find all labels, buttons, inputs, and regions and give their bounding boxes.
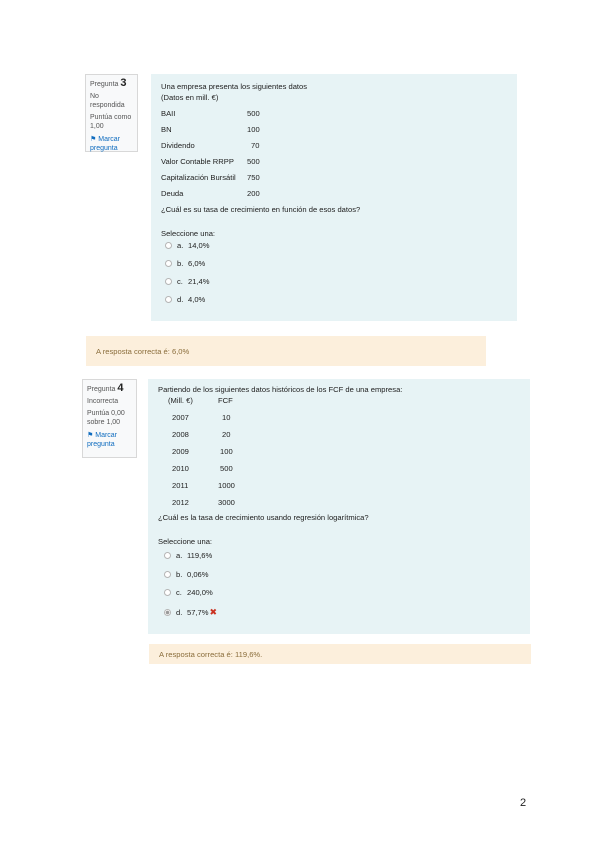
radio-button[interactable] (165, 260, 172, 267)
data-row-value: 100 (247, 125, 260, 134)
answer-option-d[interactable] (164, 607, 217, 618)
option-letter: d. (176, 608, 183, 617)
option-text: 4,0% (188, 295, 206, 304)
answer-option-b[interactable] (165, 259, 205, 268)
question-score: Puntúa 0,00 sobre 1,00 (87, 410, 125, 426)
table-year: 2010 (172, 464, 189, 473)
data-row-value: 200 (247, 189, 260, 198)
flag-question-link[interactable] (87, 431, 132, 449)
radio-button[interactable] (165, 242, 172, 249)
flag-question-link[interactable] (90, 135, 133, 153)
radio-button[interactable] (164, 589, 171, 596)
table-year: 2009 (172, 447, 189, 456)
flag-icon: ⚑ (90, 136, 97, 143)
table-year: 2012 (172, 498, 189, 507)
correct-answer-feedback (86, 336, 486, 366)
select-prompt: Seleccione una: (158, 537, 213, 546)
question-intro: (Datos en mill. €) (161, 93, 219, 102)
incorrect-x-icon: ✖ (209, 607, 218, 617)
option-text: 6,0% (188, 259, 206, 268)
option-letter: c. (177, 277, 183, 286)
option-text: 14,0% (188, 241, 210, 250)
data-row-label: Deuda (161, 189, 184, 198)
question-intro: Partiendo de los siguientes datos históricos de los FCF de una empresa: (158, 385, 403, 394)
question-score: Puntúa como 1,00 (90, 114, 132, 130)
table-value: 20 (222, 430, 231, 439)
flag-question-label: Marcar pregunta (87, 432, 118, 448)
radio-button[interactable] (164, 552, 171, 559)
feedback-text: A resposta correcta é: 6,0% (96, 346, 190, 356)
answer-option-c[interactable] (164, 588, 213, 597)
answer-option-a[interactable] (164, 551, 212, 560)
question-content-3 (151, 74, 517, 321)
page-number: 2 (520, 797, 527, 809)
feedback-text: A resposta correcta é: 119,6%. (159, 649, 263, 659)
table-year: 2011 (172, 481, 189, 490)
table-header-period: (Mill. €) (168, 396, 193, 405)
table-year: 2007 (172, 413, 189, 422)
data-row-value: 750 (247, 173, 260, 182)
table-value: 500 (220, 464, 233, 473)
table-value: 100 (220, 447, 233, 456)
question-word: Pregunta (90, 81, 119, 88)
option-text: 0,06% (187, 570, 209, 579)
option-letter: b. (177, 259, 184, 268)
answer-option-a[interactable] (165, 241, 210, 250)
data-row-label: Valor Contable RRPP (161, 157, 234, 166)
question-intro: Una empresa presenta los siguientes datos (161, 82, 308, 91)
option-letter: a. (177, 241, 184, 250)
question-text: ¿Cuál es su tasa de crecimiento en función de esos datos? (161, 205, 361, 214)
table-header-fcf: FCF (218, 396, 233, 405)
option-text: 57,7% (187, 608, 209, 617)
option-text: 240,0% (187, 588, 213, 597)
flag-icon: ⚑ (87, 432, 94, 439)
option-text: 21,4% (188, 277, 210, 286)
data-row-value: 70 (251, 141, 260, 150)
table-value: 1000 (218, 481, 235, 490)
data-row-label: Capitalización Bursátil (161, 173, 236, 182)
data-row-label: BN (161, 125, 172, 134)
question-label (90, 79, 133, 89)
table-value: 10 (222, 413, 231, 422)
table-year: 2008 (172, 430, 189, 439)
question-info-4 (82, 379, 137, 458)
data-row-label: Dividendo (161, 141, 195, 150)
question-status: Incorrecta (87, 398, 119, 405)
question-label (87, 384, 132, 394)
table-value: 3000 (218, 498, 235, 507)
question-number: 3 (120, 77, 127, 89)
answer-option-d[interactable] (165, 295, 205, 304)
question-text: ¿Cuál es la tasa de crecimiento usando regresión logarítmica? (158, 513, 369, 522)
select-prompt: Seleccione una: (161, 229, 216, 238)
question-status: No respondida (90, 93, 125, 109)
flag-question-label: Marcar pregunta (90, 136, 121, 152)
question-word: Pregunta (87, 386, 116, 393)
radio-button[interactable] (165, 296, 172, 303)
question-content-4 (148, 379, 530, 634)
option-letter: b. (176, 570, 183, 579)
option-letter: d. (177, 295, 184, 304)
data-row-value: 500 (247, 157, 260, 166)
answer-option-c[interactable] (165, 277, 210, 286)
question-info-3 (85, 74, 138, 152)
option-letter: a. (176, 551, 183, 560)
option-letter: c. (176, 588, 182, 597)
option-text: 119,6% (187, 551, 213, 560)
data-row-label: BAII (161, 109, 176, 118)
answer-option-b[interactable] (164, 570, 209, 579)
correct-answer-feedback (149, 644, 531, 664)
data-row-value: 500 (247, 109, 260, 118)
radio-button[interactable] (165, 278, 172, 285)
radio-button-selected[interactable] (164, 609, 171, 616)
radio-button[interactable] (164, 571, 171, 578)
question-number: 4 (117, 382, 124, 394)
